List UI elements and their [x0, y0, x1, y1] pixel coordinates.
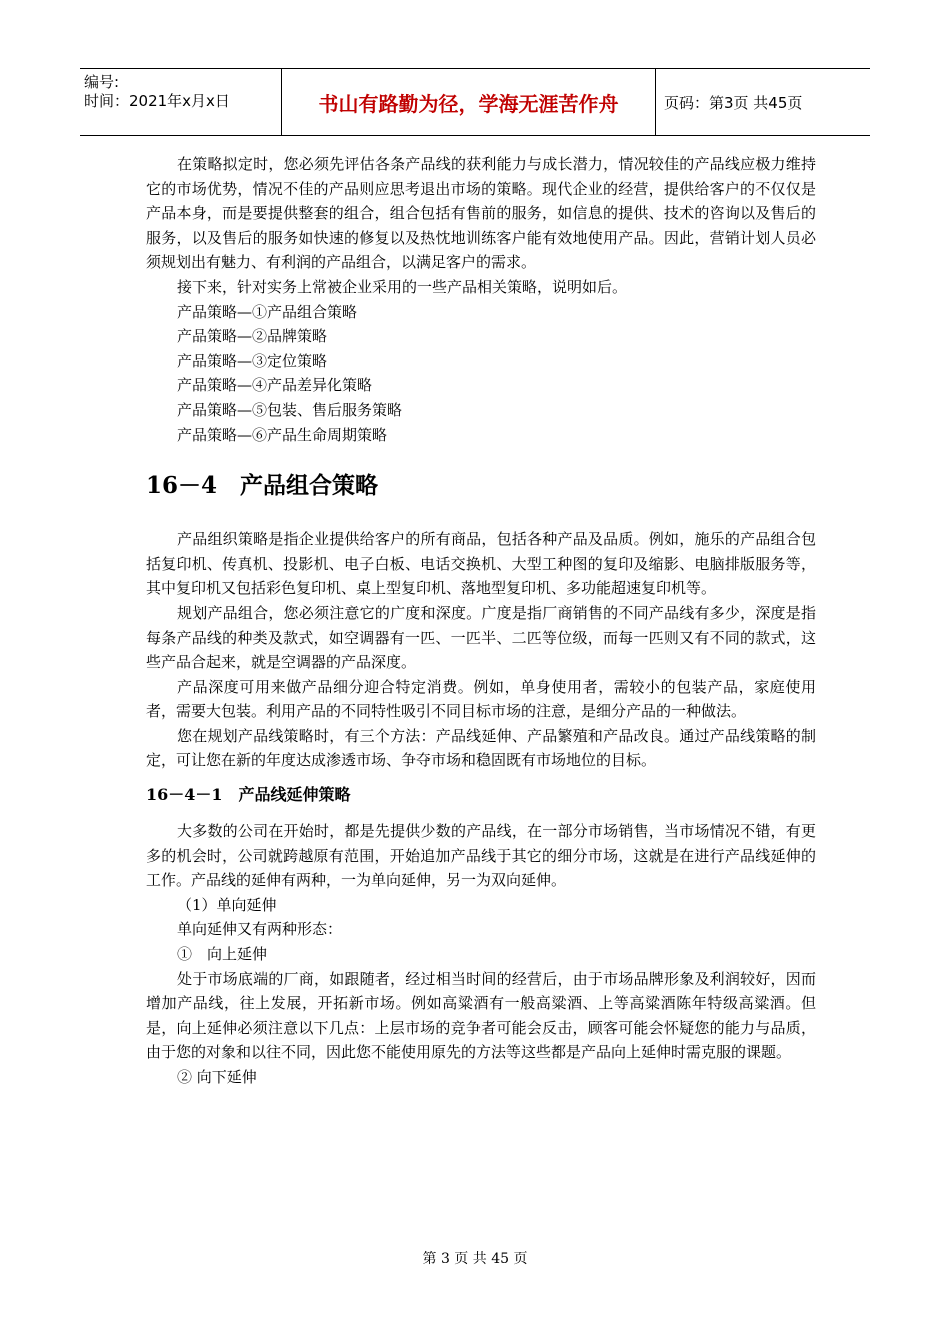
- number-label: 编号:: [84, 73, 120, 91]
- paragraph: 您在规划产品线策略时，有三个方法：产品线延伸、产品繁殖和产品改良。通过产品线策略的制定，可让您在新的年度达成渗透市场、争夺市场和稳固既有市场地位的目标。: [146, 726, 816, 770]
- paragraph: 在策略拟定时，您必须先评估各条产品线的获利能力与成长潜力，情况较佳的产品线应极力维持它的市场优势，情况不佳的产品则应思考退出市场的策略。现代企业的经营，提供给客户的不仅仅是产品本身，而是要提供整套的组合，组合包括有售前的服务，如信息的提供、技术的咨询以及售后的服务，以及售后的服务如快速的修复以及热忱地训练客户能有效地使用产品。因此，营销计划人员必须规划出有魅力、有利润的产品组合，以满足客户的需求。: [146, 155, 816, 272]
- strategy-list-item: 产品策略—⑤包装、售后服务策略: [177, 400, 403, 419]
- paragraph: 产品深度可用来做产品细分迎合特定消费。例如，单身使用者，需较小的包装产品，家庭使用者，需要大包装。利用产品的不同特性吸引不同目标市场的注意，是细分产品的一种做法。: [146, 677, 816, 721]
- document-body: [146, 152, 816, 1090]
- page-footer: 第 3 页 共 45 页: [422, 1251, 528, 1267]
- strategy-list-item: 产品策略—②品牌策略: [177, 327, 328, 346]
- strategy-list-item: 产品策略—③定位策略: [177, 351, 328, 370]
- list-item: ② 向下延伸: [177, 1068, 257, 1086]
- list-item: 单向延伸又有两种形态：: [177, 920, 343, 939]
- paragraph: 产品组织策略是指企业提供给客户的所有商品，包括各种产品及品质。例如，施乐的产品组合包括复印机、传真机、投影机、电子白板、电话交换机、大型工种图的复印及缩影、电脑排版服务等，其中复印机又包括彩色复印机、桌上型复印机、落地型复印机、多功能超速复印机等。: [146, 530, 816, 598]
- subsection-heading: 16－4－1 产品线延伸策略: [146, 785, 351, 805]
- strategy-list-item: 产品策略—①产品组合策略: [177, 302, 358, 321]
- section-heading: 16－4 产品组合策略: [146, 472, 379, 500]
- header-page-label: 页码：第3页 共45页: [664, 93, 803, 112]
- strategy-list-item: 产品策略—⑥产品生命周期策略: [177, 425, 388, 444]
- page-header: [80, 68, 870, 136]
- paragraph: 大多数的公司在开始时，都是先提供少数的产品线，在一部分市场销售，当市场情况不错，有更多的机会时，公司就跨越原有范围，开始追加产品线于其它的细分市场，这就是在进行产品线延伸的工作。产品线的延伸有两种，一为单向延伸，另一为双向延伸。: [146, 822, 816, 890]
- strategy-list-item: 产品策略—④产品差异化策略: [177, 376, 373, 395]
- paragraph: 接下来，针对实务上常被企业采用的一些产品相关策略，说明如后。: [177, 277, 628, 296]
- header-meta: [80, 69, 282, 135]
- time-label: 时间：2021年x月x日: [84, 92, 230, 110]
- paragraph: 规划产品组合，您必须注意它的广度和深度。广度是指厂商销售的不同产品线有多少，深度是指每条产品线的种类及款式，如空调器有一匹、一匹半、二匹等位级，而每一匹则又有不同的款式，这些产品合起来，就是空调器的产品深度。: [146, 603, 816, 672]
- header-motto: 书山有路勤为径，学海无涯苦作舟: [282, 69, 656, 135]
- paragraph: 处于市场底端的厂商，如跟随者，经过相当时间的经营后，由于市场品牌形象及利润较好，因而增加产品线，往上发展，开拓新市场。例如高粱酒有一般高粱酒、上等高粱酒陈年特级高粱酒。但是，向上延伸必须注意以下几点：上层市场的竞争者可能会反击，顾客可能会怀疑您的能力与品质，由于您的对象和以往不同，因此您不能使用原先的方法等这些都是产品向上延伸时需克服的课题。: [146, 969, 816, 1062]
- list-item: （1）单向延伸: [177, 895, 277, 914]
- list-item: ① 向上延伸: [177, 945, 268, 964]
